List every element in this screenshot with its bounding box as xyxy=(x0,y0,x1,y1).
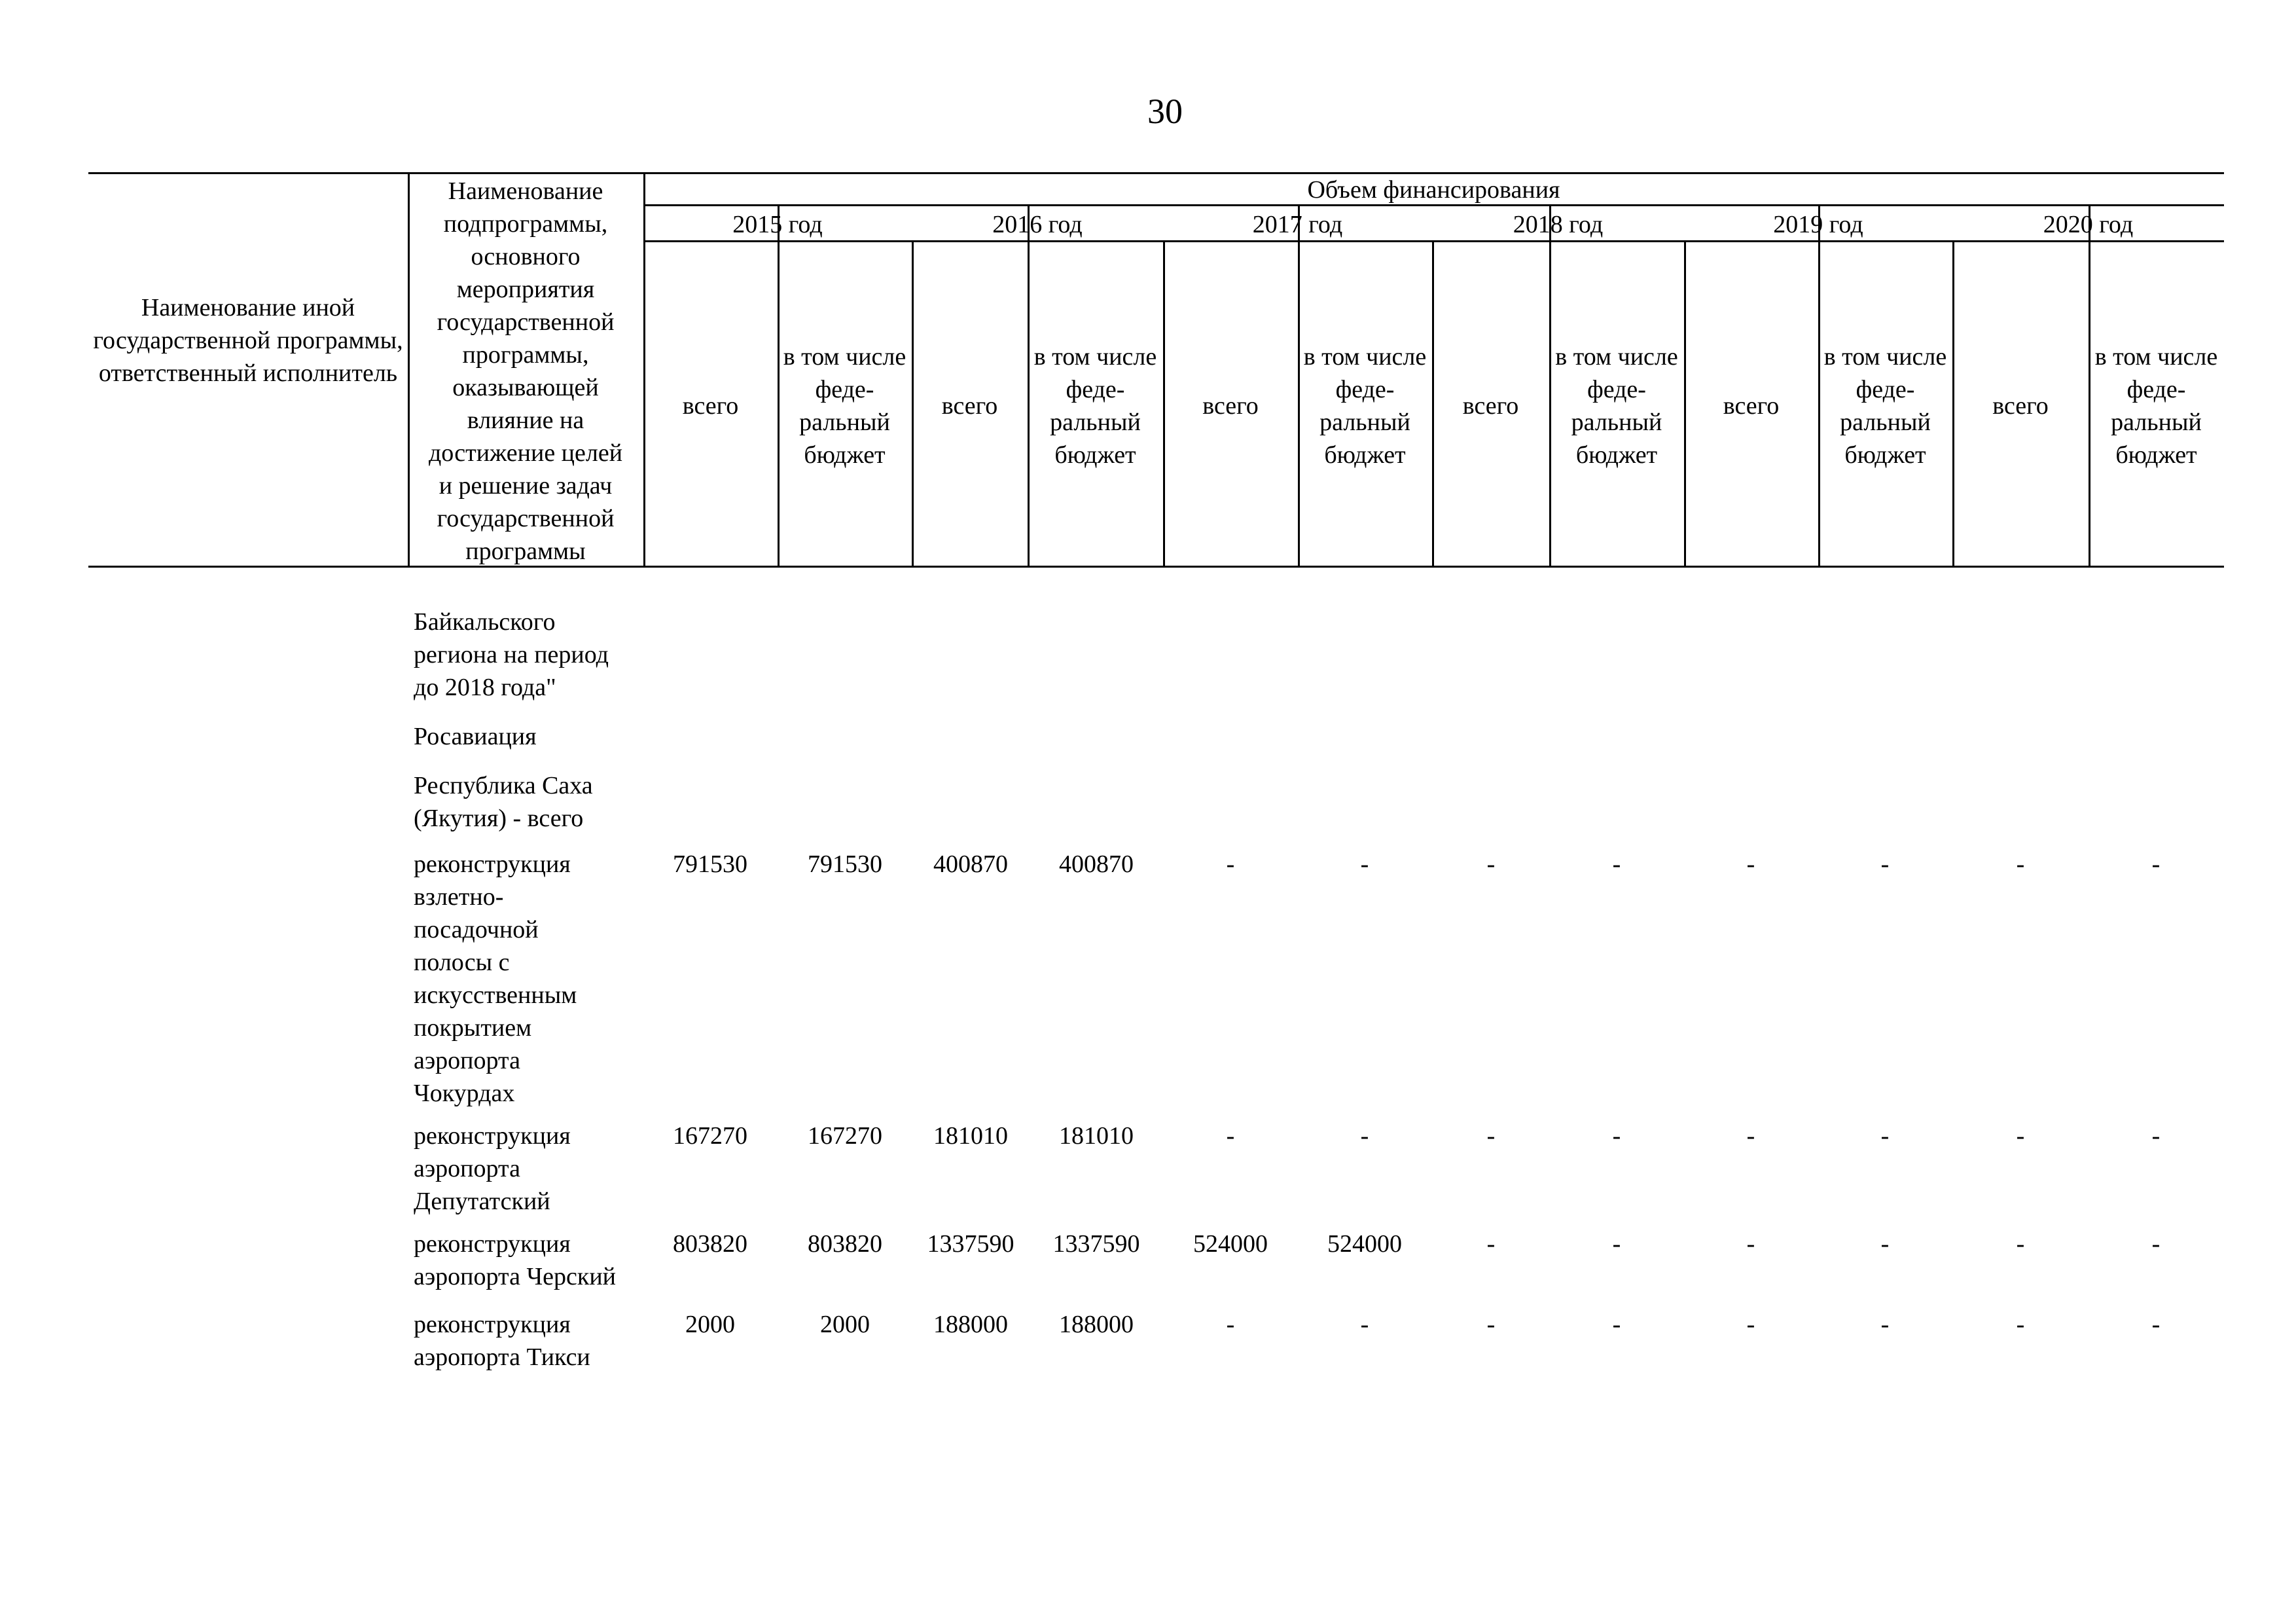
value-cell: - xyxy=(1880,1311,1890,1338)
row-label-line: Чокурдах xyxy=(414,1080,515,1107)
year-header: 2019 год xyxy=(1773,211,1863,238)
federal-header xyxy=(1817,340,1954,471)
year-header: 2018 год xyxy=(1513,211,1604,238)
value-cell: 167270 xyxy=(673,1122,747,1150)
value-cell: 188000 xyxy=(1059,1311,1134,1338)
value-cell: - xyxy=(1612,850,1621,878)
col2-header-line: Наименование xyxy=(448,177,603,205)
federal-header xyxy=(2087,340,2225,471)
total-header: всего xyxy=(1202,392,1259,420)
value-cell: - xyxy=(1612,1122,1621,1150)
value-cell: - xyxy=(1612,1230,1621,1258)
col2-header-line: мероприятия xyxy=(456,276,595,303)
col2-header-line: влияние на xyxy=(467,407,584,434)
intro-text xyxy=(414,769,649,835)
col2-header-line: государственной xyxy=(437,505,615,532)
value-cell: 791530 xyxy=(808,850,882,878)
value-cell: - xyxy=(1360,1311,1369,1338)
federal-header-line: в том числе xyxy=(1033,343,1157,371)
intro-line: до 2018 года" xyxy=(414,674,556,701)
federal-header-line: в том числе xyxy=(1823,343,1947,371)
federal-header-line: ральный xyxy=(1319,409,1410,436)
federal-header xyxy=(1026,340,1164,471)
federal-header-line: бюджет xyxy=(1054,441,1136,469)
row-label-line: искусственным xyxy=(414,981,577,1009)
federal-header-line: ральный xyxy=(2111,409,2202,436)
row-label-line: аэропорта xyxy=(414,1155,520,1182)
value-cell: - xyxy=(2016,1311,2025,1338)
federal-header xyxy=(1297,340,1433,471)
federal-header-line: бюджет xyxy=(1324,441,1406,469)
row-label-line: аэропорта xyxy=(414,1047,520,1074)
col2-header-line: и решение задач xyxy=(439,472,613,500)
value-cell: - xyxy=(2016,850,2025,878)
value-cell: 524000 xyxy=(1193,1230,1268,1258)
value-cell: - xyxy=(2151,1230,2161,1258)
row-label-line: реконструкция xyxy=(414,1122,571,1150)
value-cell: - xyxy=(1880,850,1890,878)
year-header: 2016 год xyxy=(992,211,1083,238)
total-header: всего xyxy=(1992,392,2049,420)
row-label-line: Депутатский xyxy=(414,1188,550,1215)
intro-text xyxy=(414,720,649,753)
value-cell: - xyxy=(1486,1122,1496,1150)
row-label-line: реконструкция xyxy=(414,850,571,878)
federal-header xyxy=(1548,340,1685,471)
federal-header-line: в том числе xyxy=(1555,343,1678,371)
value-cell: 1337590 xyxy=(927,1230,1014,1258)
row-label-line: покрытием xyxy=(414,1014,532,1042)
federal-header-line: ральный xyxy=(1840,409,1931,436)
page-number: 30 xyxy=(1147,92,1183,131)
value-cell: - xyxy=(2151,1122,2161,1150)
intro-line: региона на период xyxy=(414,641,609,668)
funding-title: Объем финансирования xyxy=(1307,176,1560,204)
intro-line: (Якутия) - всего xyxy=(414,805,584,832)
federal-header-line: в том числе xyxy=(2094,343,2218,371)
value-cell: - xyxy=(1226,850,1235,878)
federal-header-line: феде- xyxy=(1856,376,1915,403)
value-cell: - xyxy=(1746,850,1755,878)
value-cell: - xyxy=(1226,1122,1235,1150)
row-label xyxy=(414,1308,656,1374)
value-cell: - xyxy=(1612,1311,1621,1338)
row-label-line: реконструкция xyxy=(414,1230,571,1258)
federal-header-line: бюджет xyxy=(1575,441,1658,469)
row-label xyxy=(414,1228,656,1293)
value-cell: 803820 xyxy=(808,1230,882,1258)
intro-line: Росавиация xyxy=(414,723,537,750)
value-cell: 188000 xyxy=(933,1311,1008,1338)
value-cell: - xyxy=(1880,1230,1890,1258)
total-header: всего xyxy=(1462,392,1519,420)
col2-header-line: программы, xyxy=(462,341,589,369)
value-cell: - xyxy=(1880,1122,1890,1150)
value-cell: 803820 xyxy=(673,1230,747,1258)
federal-header-line: ральный xyxy=(799,409,890,436)
value-cell: - xyxy=(1746,1230,1755,1258)
federal-header-line: в том числе xyxy=(1303,343,1427,371)
value-cell: 400870 xyxy=(1059,850,1134,878)
federal-header-line: ральный xyxy=(1571,409,1662,436)
row-label-line: реконструкция xyxy=(414,1311,571,1338)
value-cell: - xyxy=(1360,850,1369,878)
value-cell: 2000 xyxy=(820,1311,870,1338)
federal-header-line: феде- xyxy=(1335,376,1395,403)
value-cell: - xyxy=(1746,1311,1755,1338)
col2-header-line: подпрограммы, xyxy=(443,210,608,238)
federal-header-line: бюджет xyxy=(804,441,886,469)
federal-header-line: ральный xyxy=(1050,409,1141,436)
col2-header xyxy=(408,175,643,568)
federal-header-line: бюджет xyxy=(1844,441,1926,469)
value-cell: 181010 xyxy=(933,1122,1008,1150)
value-cell: - xyxy=(1486,850,1496,878)
federal-header-line: в том числе xyxy=(783,343,906,371)
total-header: всего xyxy=(941,392,998,420)
total-header: всего xyxy=(682,392,739,420)
year-header: 2020 год xyxy=(2043,211,2134,238)
federal-header-line: феде- xyxy=(815,376,874,403)
value-cell: - xyxy=(1360,1122,1369,1150)
federal-header-line: бюджет xyxy=(2115,441,2197,469)
col2-header-line: оказывающей xyxy=(452,374,599,401)
federal-header-line: феде- xyxy=(1587,376,1646,403)
value-cell: - xyxy=(1486,1230,1496,1258)
row-label-line: аэропорта Черский xyxy=(414,1263,617,1290)
row-label-line: взлетно- xyxy=(414,883,504,911)
value-cell: 400870 xyxy=(933,850,1008,878)
col2-header-line: достижение целей xyxy=(428,439,623,467)
value-cell: - xyxy=(2151,1311,2161,1338)
year-header: 2017 год xyxy=(1252,211,1343,238)
value-cell: - xyxy=(2016,1230,2025,1258)
federal-header-line: феде- xyxy=(2126,376,2186,403)
value-cell: 1337590 xyxy=(1052,1230,1140,1258)
year-header: 2015 год xyxy=(732,211,823,238)
value-cell: 181010 xyxy=(1059,1122,1134,1150)
value-cell: 791530 xyxy=(673,850,747,878)
col2-header-line: государственной xyxy=(437,308,615,336)
row-label-line: посадочной xyxy=(414,916,539,943)
value-cell: - xyxy=(1226,1311,1235,1338)
row-label xyxy=(414,1120,656,1218)
value-cell: - xyxy=(2151,850,2161,878)
row-label xyxy=(414,848,656,1110)
intro-text xyxy=(414,606,649,704)
total-header: всего xyxy=(1723,392,1780,420)
value-cell: 2000 xyxy=(685,1311,735,1338)
federal-header-line: феде- xyxy=(1066,376,1125,403)
col1-header: Наименование иной государственной программы, ответственный исполнитель xyxy=(93,294,403,387)
row-label-line: аэропорта Тикси xyxy=(414,1343,590,1371)
intro-line: Республика Саха xyxy=(414,772,593,799)
value-cell: - xyxy=(1746,1122,1755,1150)
col2-header-line: программы xyxy=(465,538,586,565)
value-cell: - xyxy=(2016,1122,2025,1150)
value-cell: 524000 xyxy=(1327,1230,1402,1258)
intro-line: Байкальского xyxy=(414,608,556,636)
value-cell: 167270 xyxy=(808,1122,882,1150)
row-label-line: полосы с xyxy=(414,949,510,976)
federal-header xyxy=(776,340,913,471)
value-cell: - xyxy=(1486,1311,1496,1338)
col2-header-line: основного xyxy=(471,243,581,270)
